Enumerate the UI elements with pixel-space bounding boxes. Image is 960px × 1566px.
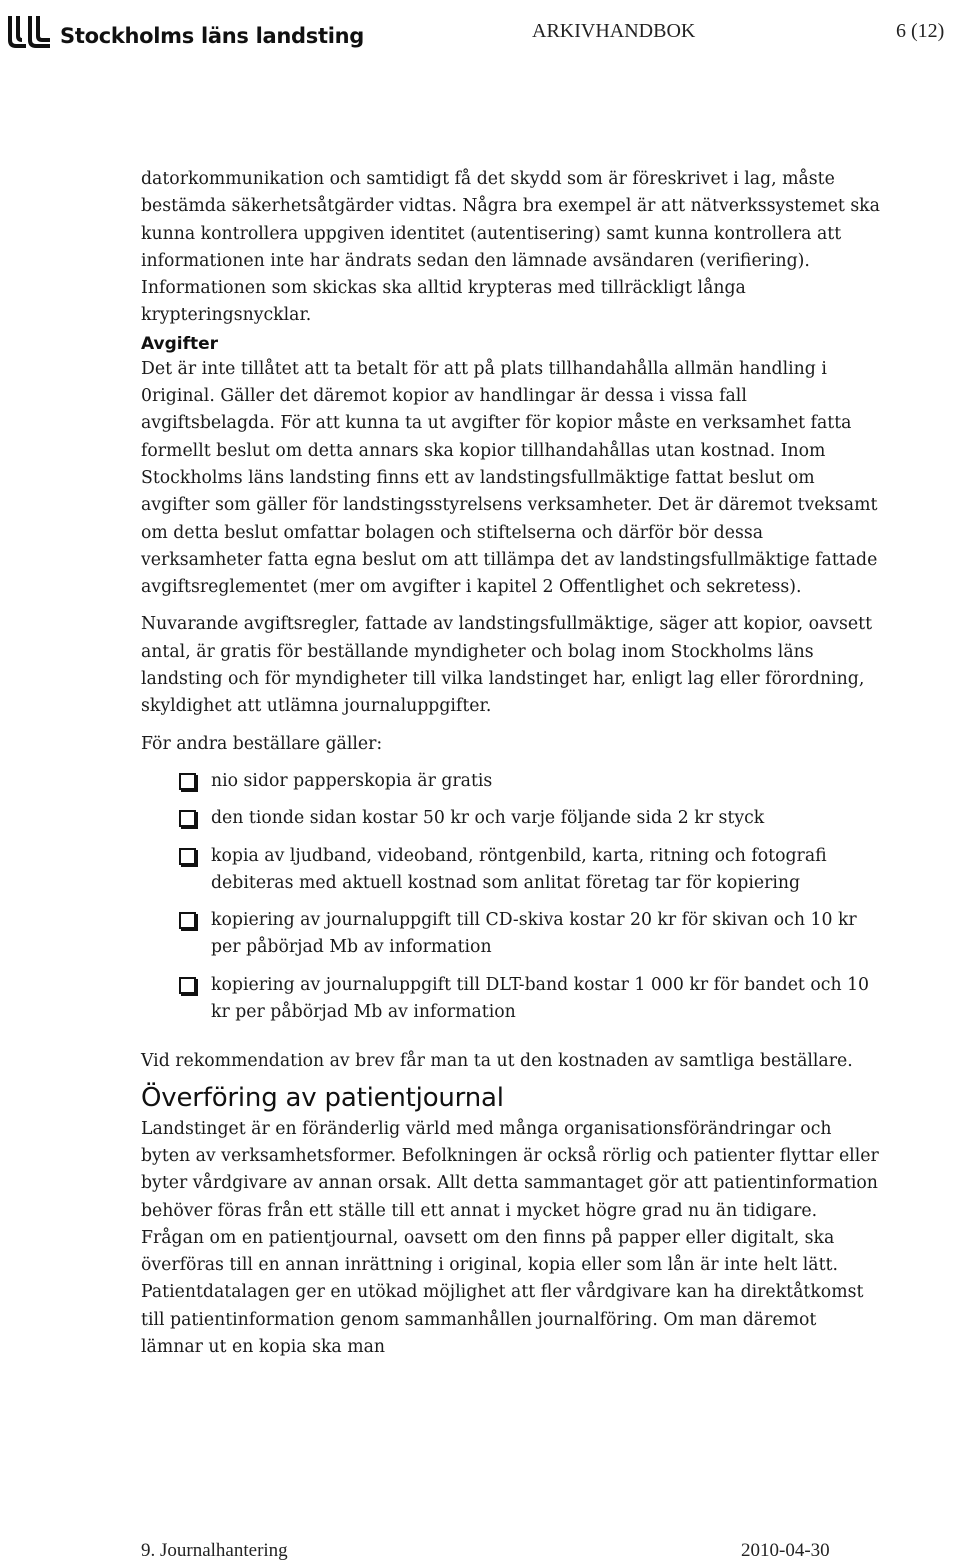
checkbox-bullet-icon (179, 977, 196, 994)
list-item (141, 843, 881, 898)
subheading-avgifter: Avgifter (141, 333, 219, 354)
sll-logo-icon (4, 14, 52, 50)
paragraph-andra-bestallare: För andra beställare gäller: (141, 733, 383, 754)
organization-name: Stockholms läns landsting (60, 24, 364, 48)
checkbox-bullet-icon (179, 810, 196, 827)
list-item-text: den tionde sidan kostar 50 kr och varje följande sida 2 kr styck (211, 808, 765, 829)
paragraph-nuvarande: Nuvarande avgiftsregler, fattade av landstingsfullmäktige, säger att kopior, oavsett antal, är gratis för beställande myndigheter och bolag inom Stockholms läns landsting och för myndigheter till vilka landstinget har, enligt lag eller förordning, skyldighet att utlämna journaluppgifter. (141, 614, 873, 717)
list-item-text: kopiering av journaluppgift till CD-skiva kostar 20 kr för skivan och 10 kr per påbörjad Mb av information (211, 910, 857, 958)
checkbox-bullet-icon (179, 848, 196, 865)
list-item (141, 972, 881, 1027)
list-item (141, 805, 881, 832)
organization-logo (4, 10, 364, 54)
heading-overforing: Överföring av patientjournal (141, 1082, 504, 1113)
list-item (141, 907, 881, 962)
list-item-text: kopiering av journaluppgift till DLT-band kostar 1 000 kr för bandet och 10 kr per påbörjad Mb av information (211, 974, 870, 1023)
list-item-text: kopia av ljudband, videoband, röntgenbild, karta, ritning och fotografi debiteras med aktuell kostnad som anlitat företag tar för kopiering (211, 845, 827, 893)
list-item-text: nio sidor papperskopia är gratis (211, 770, 493, 791)
checkbox-bullet-icon (179, 912, 196, 929)
footer-date: 2010-04-30 (741, 1540, 830, 1561)
checkbox-bullet-icon (179, 773, 196, 790)
paragraph-intro: datorkommunikation och samtidigt få det skydd som är föreskrivet i lag, måste bestämda säkerhetsåtgärder vidtas. Några bra exempel är att nätverkssystemet ska kunna kontrollera uppgiven identitet (autentisering) samt kunna kontrollera att informationen inte har ändrats sedan den lämnade avsändaren (verifiering). Informationen som skickas ska alltid krypteras med tillräckligt långa krypteringsnycklar. (141, 169, 880, 326)
page-header (0, 0, 960, 60)
paragraph-avgifter: Det är inte tillåtet att ta betalt för att på plats tillhandahålla allmän handling i 0riginal. Gäller det däremot kopior av handlingar är dessa i vissa fall avgiftsbelagda. För att kunna ta ut avgifter för kopior måste en verksamhet fatta formellt beslut om detta annars ska kopior tillhandahållas utan kostnad. Inom Stockholms läns landsting finns ett av landstingsfullmäktige fattat beslut om avgifter som gäller för landstingsstyrelsens verksamheter. Det är däremot tveksamt om detta beslut omfattar bolagen och stiftelserna och därför bör dessa verksamheter fatta egna beslut om att tillämpa det av landstingsfullmäktige fattade avgiftsreglementet (mer om avgifter i kapitel 2 Offentlighet och sekretess). (141, 358, 878, 598)
fee-checklist (141, 768, 881, 1026)
document-title: ARKIVHANDBOK (532, 20, 696, 42)
page-indicator: 6 (12) (896, 20, 945, 42)
footer-chapter: 9. Journalhantering (141, 1540, 288, 1561)
document-body (141, 166, 881, 1361)
paragraph-rekommendation: Vid rekommendation av brev får man ta ut den kostnaden av samtliga beställare. (141, 1051, 853, 1072)
paragraph-overforing: Landstinget är en föränderlig värld med många organisationsförändringar och byten av verksamhetsformer. Befolkningen är också rörlig och patienter flyttar eller byter vårdgivare av annan orsak. Allt detta sammantaget gör att patientinformation behöver föras från ett ställe till ett annat i mycket högre grad nu än tidigare. Frågan om en patientjournal, oavsett om den finns på papper eller digitalt, ska överföras till en annan inrättning i original, kopia eller som lån är inte helt lätt. Patientdatalagen ger en utökad möjlighet att fler vårdgivare kan ha direktåtkomst till patientinformation genom sammanhållen journalföring. Om man däremot lämnar ut en kopia ska man (141, 1118, 879, 1357)
list-item (141, 768, 881, 795)
